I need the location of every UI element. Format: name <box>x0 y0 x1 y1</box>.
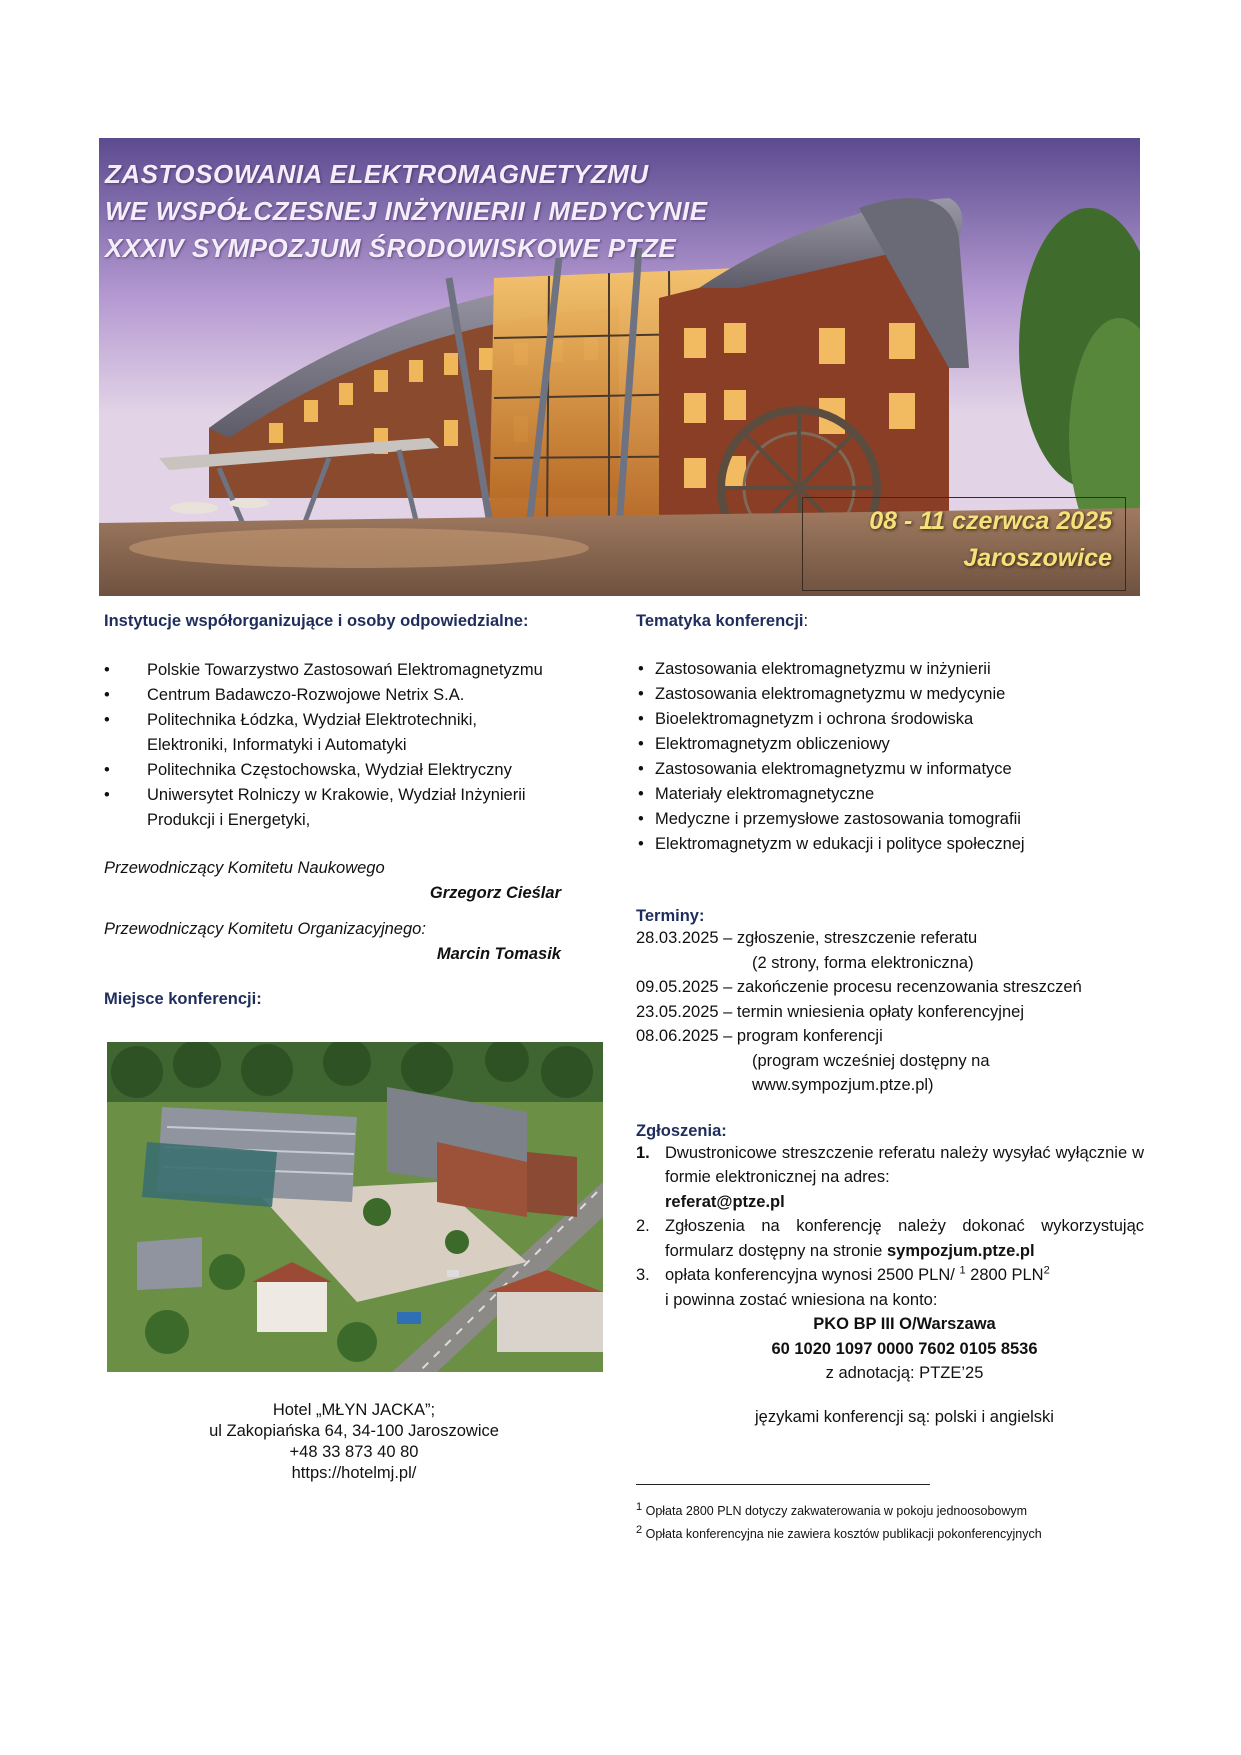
venue-heading: Miejsce konferencji: <box>104 990 262 1008</box>
venue-aerial-photo <box>107 1042 603 1372</box>
topic-item: • Elektromagnetyzm w edukacji i polityce społecznej <box>636 832 1144 857</box>
topics-heading <box>636 612 1144 631</box>
footnotes <box>636 1500 1042 1546</box>
institution-item: • Centrum Badawczo-Rozwojowe Netrix S.A. <box>104 683 604 708</box>
deadline-note: (2 strony, forma elektroniczna) <box>752 953 974 972</box>
scientific-committee-chair: Grzegorz Cieślar <box>429 884 561 902</box>
conference-languages: językami konferencji są: polski i angielski <box>755 1407 1054 1426</box>
hotel-phone: +48 33 873 40 80 <box>289 1443 419 1461</box>
topics-heading-colon: : <box>803 612 809 630</box>
hotel-address: ul Zakopiańska 64, 34-100 Jaroszowice <box>209 1422 499 1440</box>
hotel-name: Hotel „MŁYN JACKA”; <box>272 1401 436 1419</box>
scientific-committee-role: Przewodniczący Komitetu Naukowego <box>104 859 385 877</box>
topics-heading-text: Tematyka konferencji <box>636 612 804 630</box>
event-place: Jaroszowice <box>963 544 1112 572</box>
footnote-mark: 2 <box>636 1523 643 1536</box>
submissions-list <box>636 1141 1144 1313</box>
fee-text-alt: 2800 PLN <box>970 1266 1044 1284</box>
deadline-item: 08.06.2025 – program konferencji <box>636 1027 883 1045</box>
deadlines-heading: Terminy: <box>636 907 705 925</box>
topics-list <box>636 657 1144 857</box>
submissions-heading: Zgłoszenia: <box>636 1121 727 1140</box>
deadline-item: 28.03.2025 – zgłoszenie, streszczenie referatu <box>636 929 978 947</box>
venue-info <box>104 1400 604 1484</box>
footnote-ref-2[interactable]: 2 <box>1043 1264 1050 1277</box>
bank-name: PKO BP III O/Warszawa <box>813 1315 996 1333</box>
hotel-website[interactable]: https://hotelmj.pl/ <box>291 1464 417 1482</box>
footnote-divider <box>636 1484 930 1485</box>
topic-item: • Elektromagnetyzm obliczeniowy <box>636 732 1144 757</box>
submission-text: Dwustronicowe streszczenie referatu należy wysyłać wyłącznie w formie elektronicznej na adres: <box>665 1143 1144 1186</box>
topic-item: • Medyczne i przemysłowe zastosowania tomografii <box>636 807 1144 832</box>
organizing-committee-chair: Marcin Tomasik <box>436 945 561 963</box>
submission-email-link[interactable]: referat@ptze.pl <box>665 1192 785 1211</box>
footnote-ref-1[interactable]: 1 <box>959 1264 966 1277</box>
topic-item: • Zastosowania elektromagnetyzmu w informatyce <box>636 757 1144 782</box>
banner-title-line-3: XXXIV SYMPOZJUM ŚRODOWISKOWE PTZE <box>105 233 677 263</box>
institutions-heading: Instytucje współorganizujące i osoby odpowiedzialne: <box>104 612 529 630</box>
institution-item: • Polskie Towarzystwo Zastosowań Elektromagnetyzmu <box>104 658 604 683</box>
banner-title <box>105 156 708 267</box>
deadline-item: 23.05.2025 – termin wniesienia opłaty konferencyjnej <box>636 1002 1024 1021</box>
item-number: 2. <box>636 1217 650 1235</box>
registration-site-link[interactable]: sympozjum.ptze.pl <box>886 1241 1035 1260</box>
deadlines-list <box>636 926 1144 1098</box>
topic-item: • Materiały elektromagnetyczne <box>636 782 1144 807</box>
footnote-mark: 1 <box>636 1500 643 1513</box>
institution-item: • Politechnika Częstochowska, Wydział Elektryczny <box>104 758 604 783</box>
topic-item: • Zastosowania elektromagnetyzmu w medycynie <box>636 682 1144 707</box>
footnote-text: Opłata 2800 PLN dotyczy zakwaterowania w pokoju jednoosobowym <box>645 1504 1028 1518</box>
payment-annotation: z adnotacją: PTZE’25 <box>825 1364 984 1382</box>
banner-title-line-2: WE WSPÓŁCZESNEJ INŻYNIERII I MEDYCYNIE <box>105 196 708 226</box>
banner-image <box>99 138 1140 596</box>
footnote-1 <box>636 1500 1042 1523</box>
right-column <box>636 612 1144 1427</box>
deadline-note: (program wcześniej dostępny na <box>752 1051 990 1070</box>
aerial-illustration <box>107 1042 603 1372</box>
program-link[interactable]: www.sympozjum.ptze.pl) <box>752 1076 934 1094</box>
payment-instruction: i powinna zostać wniesiona na konto: <box>665 1290 938 1309</box>
topic-item: • Bioelektromagnetyzm i ochrona środowiska <box>636 707 1144 732</box>
submission-item <box>636 1263 1144 1312</box>
event-date: 08 - 11 czerwca 2025 <box>869 507 1112 535</box>
submission-item <box>636 1141 1144 1215</box>
item-number: 1. <box>636 1143 650 1162</box>
organizing-committee-role: Przewodniczący Komitetu Organizacyjnego: <box>104 920 426 938</box>
footnote-text: Opłata konferencyjna nie zawiera kosztów publikacji pokonferencyjnych <box>645 1527 1042 1541</box>
deadline-item: 09.05.2025 – zakończenie procesu recenzowania streszczeń <box>636 978 1082 996</box>
submission-item <box>636 1214 1144 1263</box>
item-number: 3. <box>636 1266 650 1284</box>
submission-text: Zgłoszenia na konferencję należy dokonać wykorzystując formularz dostępny na stronie <box>665 1217 1144 1260</box>
institution-item: • Uniwersytet Rolniczy w Krakowie, Wydział Inżynierii Produkcji i Energetyki, <box>104 783 604 833</box>
institution-item: • Politechnika Łódzka, Wydział Elektrotechniki, Elektroniki, Informatyki i Automatyki <box>104 708 604 758</box>
institutions-list <box>104 658 604 833</box>
banner-title-line-1: ZASTOSOWANIA ELEKTROMAGNETYZMU <box>105 159 649 189</box>
topic-item: • Zastosowania elektromagnetyzmu w inżynierii <box>636 657 1144 682</box>
left-column <box>104 612 604 1009</box>
fee-text: opłata konferencyjna wynosi 2500 PLN/ <box>665 1266 955 1284</box>
footnote-2 <box>636 1523 1042 1546</box>
bank-account: 60 1020 1097 0000 7602 0105 8536 <box>771 1339 1038 1358</box>
bank-details <box>636 1312 1144 1386</box>
